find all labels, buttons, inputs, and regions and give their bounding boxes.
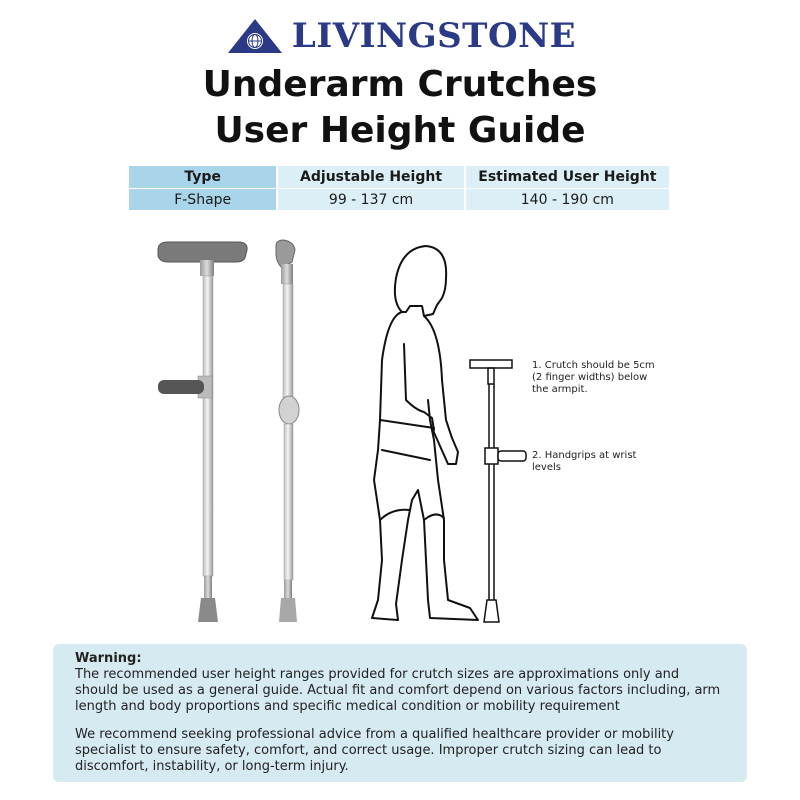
crutch-diagram-icon — [470, 360, 526, 622]
warning-title: Warning: — [75, 651, 142, 666]
warning-panel — [53, 644, 747, 782]
fit-note-armpit: 1. Crutch should be 5cm (2 finger widths) below the armpit. — [532, 360, 655, 395]
fit-note-handgrips: 2. Handgrips at wrist levels — [532, 450, 637, 473]
page-title-line-2: User Height Guide — [214, 110, 586, 151]
table-header-type: Type — [129, 166, 276, 188]
crutch-side-icon — [276, 240, 299, 622]
page-title-line-1: Underarm Crutches — [202, 64, 598, 105]
table-cell-estimated-user-height: 140 - 190 cm — [466, 189, 669, 210]
table-header-adjustable-height: Adjustable Height — [278, 166, 463, 188]
brand-name: LIVINGSTONE — [291, 16, 577, 56]
crutch-front-icon — [158, 242, 247, 622]
table-header-estimated-user-height: Estimated User Height — [466, 166, 669, 188]
warning-paragraph-2: We recommend seeking professional advice from a qualified healthcare provider or mobility specialist to ensure safety, comfort, and correct usage. Improper crutch sizing can lead to discomfort, instability, or long-term injury. — [75, 727, 674, 774]
standing-person-icon — [372, 246, 478, 620]
table-cell-type: F-Shape — [129, 189, 276, 210]
warning-paragraph-1: The recommended user height ranges provided for crutch sizes are approximations only and should be used as a general guide. Actual fit and comfort depend on various factors including, arm length and body proportions and specific medical condition or mobility requirement — [75, 667, 721, 714]
table-cell-adjustable-height: 99 - 137 cm — [278, 189, 463, 210]
